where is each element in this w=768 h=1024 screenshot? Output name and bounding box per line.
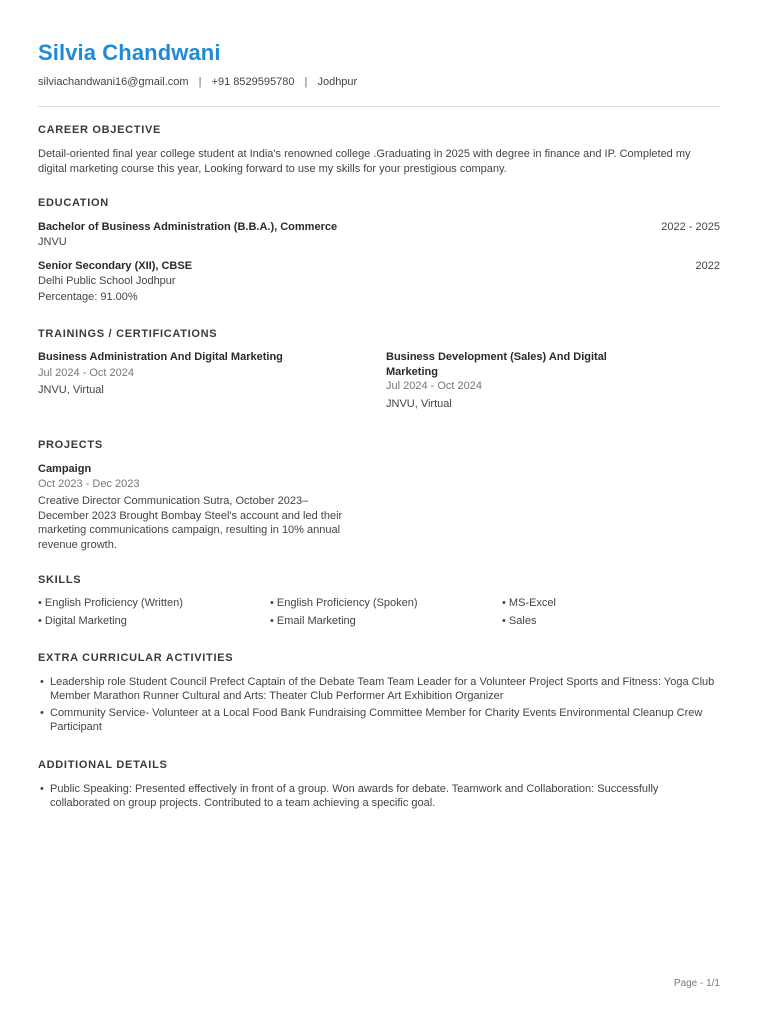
training-dates: Jul 2024 - Oct 2024 bbox=[386, 380, 483, 392]
location: Jodhpur bbox=[317, 76, 358, 88]
project-name: Campaign bbox=[38, 463, 92, 475]
project-description-line: Creative Director Communication Sutra, October 2023– bbox=[38, 495, 309, 507]
objective-text: Detail-oriented final year college student at India's renowned college .Graduating in 2025 with degree in finance and IP. Completed my digital marketing course this year, Looking forward to use my skills for your prestigious company. bbox=[38, 148, 691, 175]
institution: JNVU bbox=[38, 235, 67, 248]
bullet-icon: • bbox=[270, 615, 274, 627]
bullet-icon: • bbox=[38, 597, 42, 609]
projects-section bbox=[38, 438, 720, 552]
header-divider bbox=[38, 106, 720, 107]
institution: Delhi Public School Jodhpur bbox=[38, 274, 176, 287]
contact-line bbox=[38, 76, 357, 88]
section-title: EDUCATION bbox=[38, 197, 109, 209]
training-name: Business Administration And Digital Marketing bbox=[38, 351, 283, 363]
email-link[interactable]: silviachandwani16@gmail.com bbox=[38, 76, 189, 88]
extra-curricular-section bbox=[38, 651, 720, 734]
education-years: 2022 - 2025 bbox=[661, 221, 720, 233]
training-entry bbox=[386, 350, 636, 411]
section-title: TRAININGS / CERTIFICATIONS bbox=[38, 328, 218, 340]
activity-item: • Leadership role Student Council Prefect Captain of the Debate Team Team Leader for a Volunteer Project Sports and Fitness: Yoga Club Member Marathon Runner Cultural and Arts: Theater Club Performer Art Exhibition Organizer bbox=[40, 676, 715, 702]
skill-item: • English Proficiency (Spoken) bbox=[270, 597, 418, 609]
trainings-section bbox=[38, 327, 720, 417]
project-description-line: revenue growth. bbox=[38, 538, 117, 551]
section-title: ADDITIONAL DETAILS bbox=[38, 759, 168, 771]
training-name: Business Development (Sales) And Digital bbox=[386, 351, 607, 363]
bullet-icon: • bbox=[270, 597, 274, 609]
degree-title: Bachelor of Business Administration (B.B.A.), Commerce bbox=[38, 221, 338, 233]
bullet-icon: • bbox=[502, 597, 506, 609]
bullet-icon: • bbox=[38, 615, 42, 627]
project-entry bbox=[38, 462, 368, 552]
project-description-line: marketing communications campaign, resulting in 10% annual bbox=[38, 524, 341, 536]
project-dates: Oct 2023 - Dec 2023 bbox=[38, 477, 140, 490]
education-percentage: Percentage: 91.00% bbox=[38, 291, 138, 303]
contact-separator: | bbox=[198, 76, 202, 88]
phone-number: +91 8529595780 bbox=[211, 76, 295, 88]
training-name-continued: Marketing bbox=[386, 365, 438, 378]
activity-item: • Community Service- Volunteer at a Local Food Bank Fundraising Committee Member for Charity Events Environmental Cleanup Crew Participant bbox=[40, 707, 703, 733]
detail-item: • Public Speaking: Presented effectively in front of a group. Won awards for debate. Teamwork and Collaboration: Successfully collaborated on group projects. Contributed to a team achieving a specific goal. bbox=[40, 783, 659, 809]
education-section bbox=[38, 196, 720, 305]
project-description-line: December 2023 Brought Bombay Steel's account and led their bbox=[38, 509, 343, 522]
additional-details-section bbox=[38, 758, 720, 810]
section-title: PROJECTS bbox=[38, 439, 103, 451]
section-title: EXTRA CURRICULAR ACTIVITIES bbox=[38, 652, 234, 664]
training-org: JNVU, Virtual bbox=[386, 397, 452, 410]
section-title: SKILLS bbox=[38, 574, 82, 586]
education-years: 2022 bbox=[695, 260, 720, 272]
page-number: Page - 1/1 bbox=[673, 978, 720, 989]
bullet-icon: • bbox=[40, 783, 44, 795]
bullet-icon: • bbox=[40, 676, 44, 688]
skill-item: • Email Marketing bbox=[270, 615, 356, 627]
candidate-name: Silvia Chandwani bbox=[38, 40, 221, 65]
bullet-icon: • bbox=[40, 707, 44, 719]
skills-section bbox=[38, 573, 720, 633]
training-dates: Jul 2024 - Oct 2024 bbox=[38, 366, 135, 379]
bullet-icon: • bbox=[502, 615, 506, 627]
career-objective-section bbox=[38, 123, 720, 176]
skill-item: • English Proficiency (Written) bbox=[38, 597, 183, 609]
education-entry bbox=[38, 259, 720, 305]
education-entry bbox=[38, 220, 720, 249]
contact-separator: | bbox=[304, 76, 308, 88]
skill-item: • Sales bbox=[502, 615, 537, 627]
skill-item: • MS-Excel bbox=[502, 597, 556, 609]
training-entry bbox=[38, 350, 358, 398]
skill-item: • Digital Marketing bbox=[38, 615, 127, 627]
section-title: CAREER OBJECTIVE bbox=[38, 124, 162, 136]
training-org: JNVU, Virtual bbox=[38, 384, 104, 396]
degree-title: Senior Secondary (XII), CBSE bbox=[38, 260, 193, 272]
